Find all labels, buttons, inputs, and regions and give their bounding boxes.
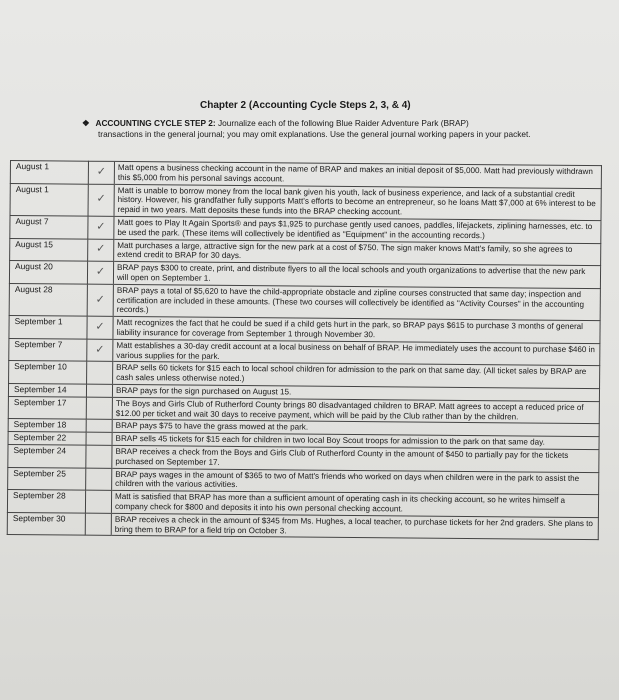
transactions-table <box>7 160 602 540</box>
transaction-row <box>9 283 600 321</box>
step-label: ACCOUNTING CYCLE STEP 2: <box>95 118 216 128</box>
handwritten-check-icon: ✓ <box>96 220 106 233</box>
transaction-row <box>7 512 598 540</box>
transaction-date: September 10 <box>9 361 87 384</box>
check-cell <box>88 216 114 239</box>
check-cell <box>86 397 112 420</box>
transaction-date: August 1 <box>10 183 88 216</box>
check-cell <box>86 420 112 433</box>
check-cell <box>88 184 114 217</box>
transaction-description: BRAP pays for the sign purchased on August 15. <box>112 384 599 401</box>
step-text-rest: transactions in the general journal; you may omit explanations. Use the general journal working papers in your packet. <box>98 129 531 140</box>
transaction-description: BRAP sells 60 tickets for $15 each to local school children for admission to the park on that same day. (All ticket sales by BRAP are cash sales unless otherwise noted.) <box>113 362 600 389</box>
transactions-body <box>7 161 601 540</box>
check-cell <box>87 362 113 385</box>
transaction-description: BRAP sells 45 tickets for $15 each for children in two local Boy Scout troops for admission to the park on that same day. <box>112 433 599 450</box>
transaction-description: Matt purchases a large, attractive sign for the new park at a cost of $750. The sign maker knows Matt's family, so she agrees to extend credit to BRAP for 30 days. <box>114 239 601 266</box>
check-cell <box>85 513 111 536</box>
check-cell <box>87 339 113 362</box>
transaction-description: Matt is satisfied that BRAP has more than a sufficient amount of operating cash in its checking account, so he writes himself a company check for $800 and deposits it into his own personal checking account. <box>111 491 598 518</box>
transaction-description: BRAP receives a check in the amount of $345 from Ms. Hughes, a local teacher, to purchase tickets for her 2nd graders. She plans to bring them to BRAP for a field trip on October 3. <box>111 513 598 540</box>
check-cell <box>85 490 111 513</box>
transaction-date: September 22 <box>8 432 86 445</box>
transaction-date: September 25 <box>8 467 86 490</box>
step-instructions <box>82 118 602 140</box>
check-cell <box>88 239 114 262</box>
transaction-description: The Boys and Girls Club of Rutherford County brings 80 disadvantaged children to BRAP. Matt agrees to accept a reduced price of $12.00 per ticket and wait 30 days to receive payment, which will be paid by the Club rather than by the children. <box>112 397 599 424</box>
check-cell <box>88 161 114 184</box>
step-text-first: Journalize each of the following Blue Raider Adventure Park (BRAP) <box>217 118 469 128</box>
handwritten-check-icon: ✓ <box>95 293 105 306</box>
transaction-date: August 20 <box>9 261 87 284</box>
transaction-date: August 7 <box>10 215 88 238</box>
handwritten-check-icon: ✓ <box>95 320 105 333</box>
handwritten-check-icon: ✓ <box>95 343 105 356</box>
transaction-description: BRAP receives a check from the Boys and Girls Club of Rutherford County in the amount of $450 to partially pay for the tickets purchased on September 17. <box>112 445 599 472</box>
transaction-date: August 28 <box>9 283 87 316</box>
transaction-date: September 7 <box>9 338 87 361</box>
transaction-date: August 15 <box>10 238 88 261</box>
transaction-description: BRAP pays a total of $5,620 to have the child-appropriate obstacle and zipline courses constructed that same day; inspection and certification are included in these amounts. (These two courses will collectively be identified as "Activity Courses" in the accounting records.) <box>113 284 600 321</box>
transaction-date: September 18 <box>8 419 86 432</box>
handwritten-check-icon: ✓ <box>96 165 107 178</box>
transaction-description: Matt establishes a 30-day credit account at a local business on behalf of BRAP. He immediately uses the account to purchase $460 in various supplies for the park. <box>113 339 600 366</box>
diamond-bullet-icon: ❖ <box>82 118 90 128</box>
transaction-description: BRAP pays $300 to create, print, and distribute flyers to all the local schools and youth organizations to advertise that the new park will open on September 1. <box>113 262 600 289</box>
page-title: Chapter 2 (Accounting Cycle Steps 2, 3, & 4) <box>200 100 411 111</box>
transaction-description: BRAP pays wages in the amount of $365 to two of Matt's friends who worked on days when children were in the park to assist the children with the various activities. <box>112 468 599 495</box>
check-cell <box>87 284 113 317</box>
transaction-date: September 28 <box>7 490 85 513</box>
transaction-description: BRAP pays $75 to have the grass mowed at the park. <box>112 420 599 437</box>
check-cell <box>86 468 112 491</box>
transaction-date: September 17 <box>8 396 86 419</box>
transaction-description: Matt goes to Play It Again Sports® and pays $1,925 to purchase gently used canoes, paddles, lifejackets, ziplining harnesses, etc. to be used the park. (These items will collectively be identified as "Equipment" in the accounting records.) <box>114 216 601 243</box>
handwritten-check-icon: ✓ <box>96 193 106 206</box>
transaction-description: Matt opens a business checking account in the name of BRAP and makes an initial deposit of $5,000. Matt had previously withdrawn this $5,000 from his personal savings account. <box>114 161 601 188</box>
transaction-date: September 14 <box>8 383 86 396</box>
transaction-date: September 30 <box>7 512 85 535</box>
check-cell <box>86 384 112 397</box>
transaction-date: September 24 <box>8 444 86 467</box>
transaction-date: September 1 <box>9 316 87 339</box>
check-cell <box>87 316 113 339</box>
handwritten-check-icon: ✓ <box>96 243 106 256</box>
check-cell <box>87 261 113 284</box>
check-cell <box>86 432 112 445</box>
check-cell <box>86 445 112 468</box>
transaction-description: Matt recognizes the fact that he could be sued if a child gets hurt in the park, so BRAP pays $615 to purchase 3 months of general liability insurance for coverage from September 1 through November 30. <box>113 317 600 344</box>
transaction-row <box>10 183 601 221</box>
handwritten-check-icon: ✓ <box>95 265 106 278</box>
transaction-description: Matt is unable to borrow money from the local bank given his youth, lack of business experience, and lack of a substantial credit history. However, his grandfather fully supports Matt's efforts to become an entrepreneur, so he loans Matt $7,000 at 6% interest to be repaid in two years. Matt deposits these funds into the BRAP checking account. <box>114 184 601 221</box>
transaction-date: August 1 <box>10 161 88 184</box>
